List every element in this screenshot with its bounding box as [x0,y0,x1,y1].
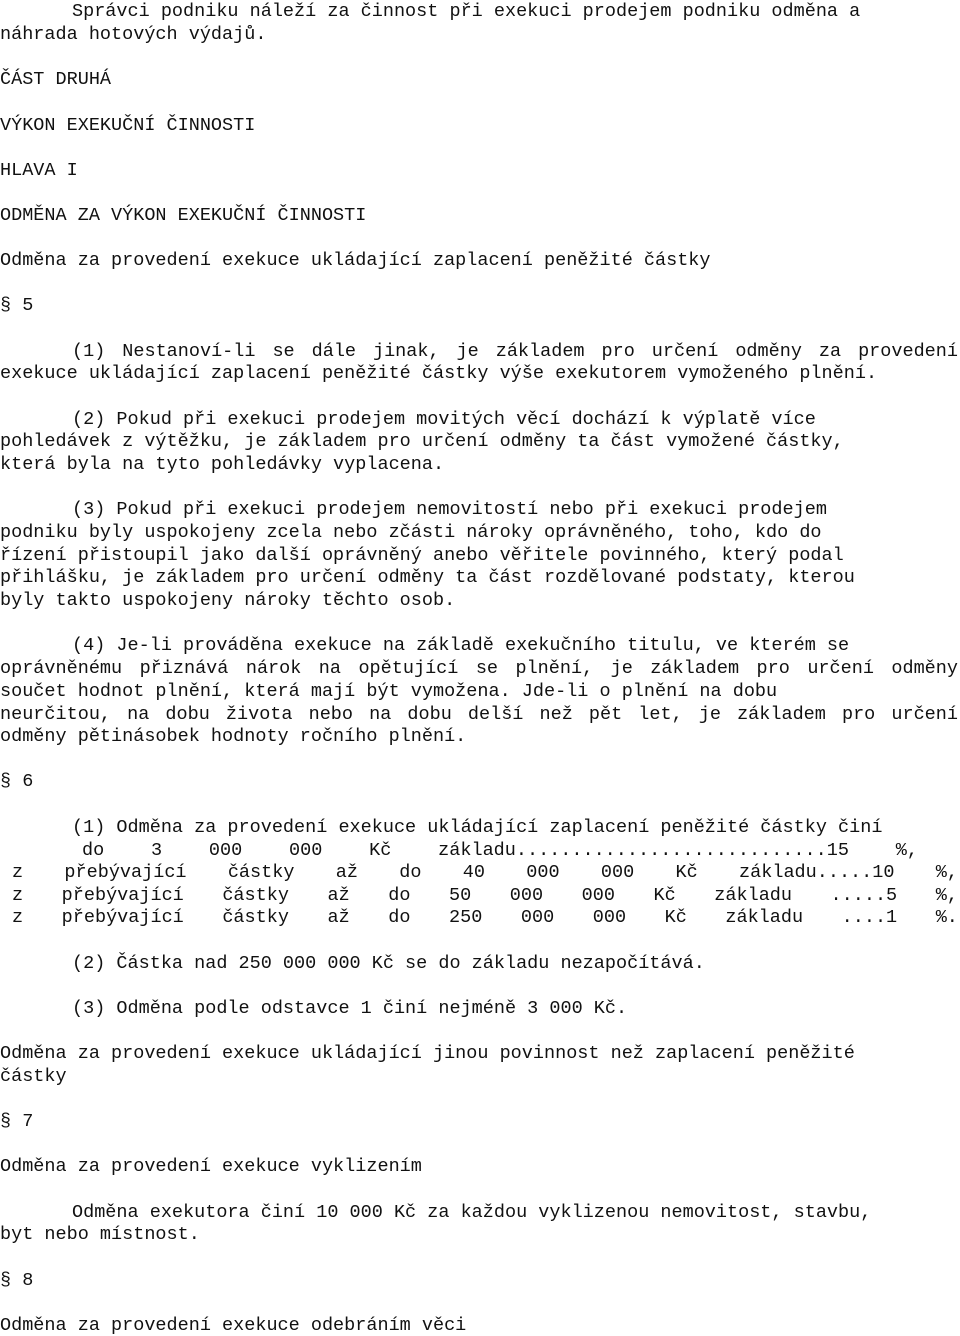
rate-cell: přebývající [64,862,187,883]
paragraph-text: Správci podniku náleží za činnost při exekuci prodejem podniku odměna a [72,1,861,22]
rate-cell: 3 [151,840,163,861]
rate-row [12,909,958,928]
rate-cell: základu............................15 [438,840,849,861]
paragraph-text: podniku byly uspokojeny zcela nebo zčásti nároky oprávněného, toho, kdo do [0,522,822,543]
section-number: § 7 [0,1111,34,1132]
rate-cell: 000 [289,840,323,861]
rate-cell: až [327,885,350,906]
paragraph-text: odměny pětinásobek hodnoty ročního plnění. [0,726,467,747]
rate-cell: do [388,907,411,928]
section-subheading: Odměna za provedení exekuce odebráním věci [0,1315,467,1336]
paragraph-text: (4) Je-li prováděna exekuce na základě exekučního titulu, ve kterém se [72,635,850,656]
rate-cell: částky [227,862,295,883]
rate-cell: 000 [509,885,544,906]
rate-cell: do [388,885,411,906]
paragraph-text: součet hodnot plnění, která mají být vymožena. Jde-li o plnění na dobu [0,681,778,702]
paragraph-text: byly takto uspokojeny nároky těchto osob. [0,590,456,611]
chapter-heading: HLAVA I [0,160,78,181]
section-number: § 6 [0,771,34,792]
paragraph-text: přihlášku, je základem pro určení odměny ta část rozdělované podstaty, kterou [0,567,855,588]
paragraph-text: (3) Pokud při exekuci prodejem nemovitostí nebo při exekuci prodejem [72,499,827,520]
rate-cell: Kč [653,885,676,906]
chapter-title: ODMĚNA ZA VÝKON EXEKUČNÍ ČINNOSTI [0,205,367,226]
paragraph-text: oprávněnému přiznává nárok na opětující se plnění, je základem pro určení odměny [0,658,958,679]
rate-cell: přebývající [61,907,184,928]
rate-row [12,864,958,883]
paragraph-text: která byla na tyto pohledávky vyplacena. [0,454,445,475]
rate-cell: 000 [592,907,627,928]
rate-cell: %. [935,907,958,928]
section-number: § 5 [0,295,34,316]
paragraph-text: (1) Nestanoví-li se dále jinak, je základem pro určení odměny za provedení [72,341,958,362]
rate-cell: Kč [675,862,698,883]
rate-cell: až [327,907,350,928]
rate-cell: Kč [664,907,687,928]
rate-cell: základu.....10 [739,862,895,883]
rate-cell: %, [935,862,958,883]
paragraph-text: pohledávek z výtěžku, je základem pro určení odměny ta část vymožené částky, [0,431,844,452]
rate-row [82,842,918,861]
rate-cell: částky [222,907,289,928]
part-heading: ČÁST DRUHÁ [0,69,112,90]
paragraph-text: byt nebo místnost. [0,1224,200,1245]
section-subheading: Odměna za provedení exekuce ukládající jinou povinnost než zaplacení peněžité [0,1043,855,1064]
rate-cell: ....1 [841,907,898,928]
rate-cell: z [12,907,24,928]
rate-cell: z [12,885,24,906]
paragraph-text: exekuce ukládající zaplacení peněžité částky výše exekutorem vymoženého plnění. [0,363,878,384]
rate-cell: 000 [208,840,243,861]
paragraph-text: řízení přistoupil jako další oprávněný anebo věřitele povinného, který podal [0,545,844,566]
section-subheading: Odměna za provedení exekuce ukládající zaplacení peněžité částky [0,250,711,271]
paragraph-text: neurčitou, na dobu života nebo na dobu delší než pět let, je základem pro určení [0,704,958,725]
rate-cell: přebývající [61,885,184,906]
rate-cell: základu [725,907,804,928]
rate-cell: 40 [462,862,485,883]
rate-cell: z [12,862,24,883]
rate-cell: 000 [581,885,615,906]
part-title: VÝKON EXEKUČNÍ ČINNOSTI [0,115,256,136]
paragraph-text: (2) Pokud při exekuci prodejem movitých věcí dochází k výplatě více [72,409,816,430]
paragraph-text: náhrada hotových výdajů. [0,24,267,45]
rate-cell: do [82,840,105,861]
rate-row [12,887,958,906]
rate-cell: Kč [369,840,392,861]
rate-cell: 50 [449,885,472,906]
section-subheading: částky [0,1066,67,1087]
rate-cell: 000 [520,907,555,928]
paragraph-text: (3) Odměna podle odstavce 1 činí nejméně 3 000 Kč. [72,998,628,1019]
rate-cell: %, [895,840,918,861]
paragraph-text: (1) Odměna za provedení exekuce ukládající zaplacení peněžité částky činí [72,817,883,838]
rate-cell: %, [935,885,958,906]
section-subheading: Odměna za provedení exekuce vyklizením [0,1156,422,1177]
rate-cell: základu [714,885,792,906]
rate-cell: 250 [449,907,483,928]
paragraph-text: Odměna exekutora činí 10 000 Kč za každou vyklizenou nemovitost, stavbu, [72,1202,872,1223]
section-number: § 8 [0,1270,34,1291]
rate-cell: 000 [600,862,635,883]
rate-cell: 000 [526,862,560,883]
rate-cell: .....5 [830,885,898,906]
paragraph-text: (2) Částka nad 250 000 000 Kč se do základu nezapočítává. [72,953,705,974]
rate-cell: částky [222,885,289,906]
rate-cell: do [399,862,422,883]
rate-cell: až [335,862,358,883]
